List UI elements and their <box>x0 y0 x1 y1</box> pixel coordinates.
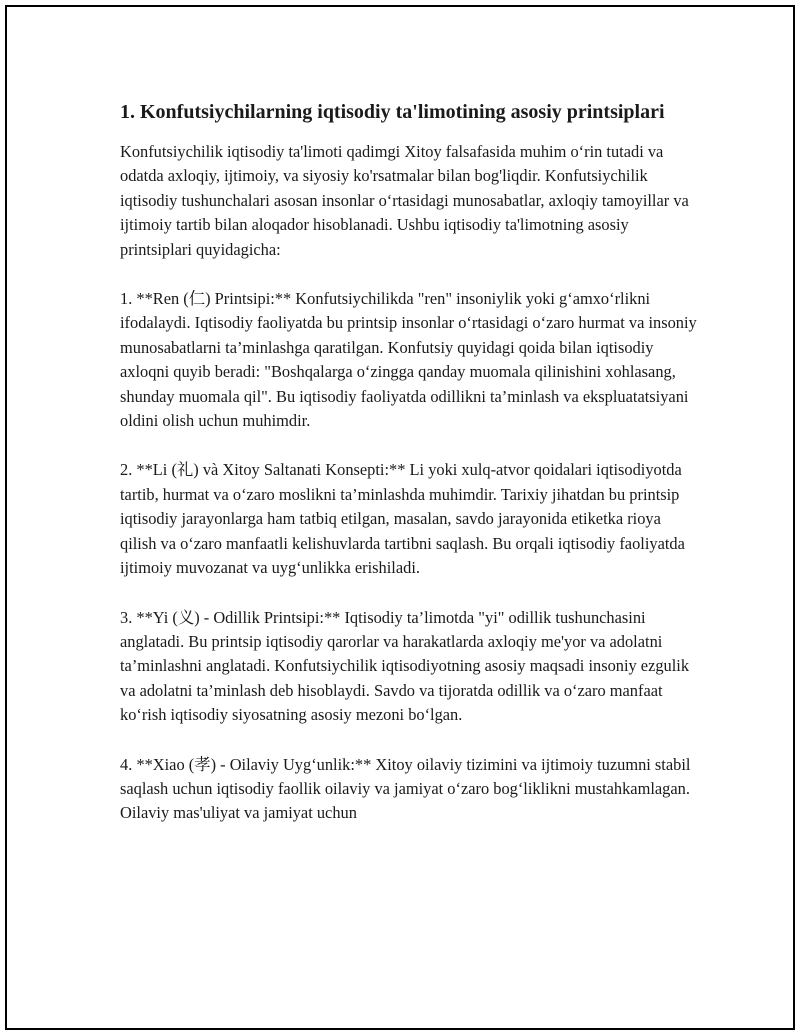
intro-paragraph: Konfutsiychilik iqtisodiy ta'limoti qadimgi Xitoy falsafasida muhim o‘rin tutadi va odatda axloqiy, ijtimoiy, va siyosiy ko'rsatmalar bilan bog'liqdir. Konfutsiychilik iqtisodiy tushunchalari asosan insonlar o‘rtasidagi munosabatlar, axloqiy tamoyillar va ijtimoiy tartib bilan aloqador hisoblanadi. Ushbu iqtisodiy ta'limotning asosiy printsiplari quyidagicha: <box>120 142 689 259</box>
ren-principle-paragraph: 1. **Ren (仁) Printsipi:** Konfutsiychilikda "ren" insoniylik yoki g‘amxo‘rlikni ifodalaydi. Iqtisodiy faoliyatda bu printsip insonlar o‘rtasidagi o‘zaro hurmat va insoniy munosabatlarni ta’minlashga qaratilgan. Konfutsiy quyidagi qoida bilan iqtisodiy axloqni quyib beradi: "Boshqalarga o‘zingga qanday muomala qilinishini xohlasang, shunday muomala qil". Bu iqtisodiy faoliyatda odillikni ta’minlash va ekspluatatsiyani oldini olish uchun muhimdir. <box>120 289 697 431</box>
xiao-principle-paragraph: 4. **Xiao (孝) - Oilaviy Uyg‘unlik:** Xitoy oilaviy tizimini va ijtimoiy tuzumni stabil saqlash uchun iqtisodiy faollik oilaviy va jamiyat o‘zaro bog‘liklikni mustahkamlagan. Oilaviy mas'uliyat va jamiyat uchun <box>120 754 691 823</box>
yi-principle-paragraph: 3. **Yi (义) - Odillik Printsipi:** Iqtisodiy ta’limotda "yi" odillik tushunchasini anglatadi. Bu printsip iqtisodiy qarorlar va harakatlarda axloqiy me'yor va adolatni ta’minlashni anglatadi. Konfutsiychilik iqtisodiyotning asosiy maqsadi insoniy ezgulik va adolatni ta’minlash deb hisoblaydi. Savdo va tijoratda odillik va o‘zaro manfaat ko‘rish iqtisodiy siyosatning asosiy mezoni bo‘lgan. <box>120 607 690 725</box>
page-frame <box>5 5 795 1030</box>
document-title: 1. Konfutsiychilarning iqtisodiy ta'limotining asosiy printsiplari <box>120 101 665 123</box>
document-body <box>120 99 700 851</box>
li-principle-paragraph: 2. **Li (礼) và Xitoy Saltanati Konsepti:** Li yoki xulq-atvor qoidalari iqtisodiyotda tartib, hurmat va o‘zaro moslikni ta’minlashda muhimdir. Tarixiy jihatdan bu printsip iqtisodiy jarayonlarga ham tatbiq etilgan, masalan, savdo jarayonida etiketka rioya qilish va o‘zaro manfaatli kelishuvlarda tartibni saqlash. Bu orqali iqtisodiy faoliyatda ijtimoiy muvozanat va uyg‘unlikka erishiladi. <box>120 460 685 578</box>
